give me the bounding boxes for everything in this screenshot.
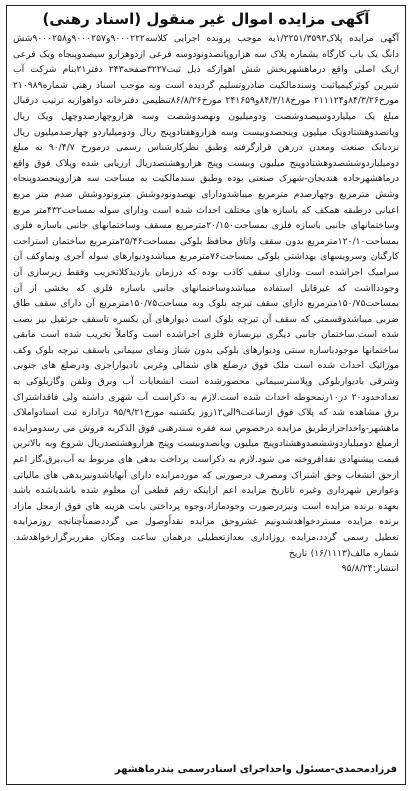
notice-signature: فرزادمحمدی-مسئول واحداجرای اسنادرسمی بندرماهشهر bbox=[114, 764, 397, 775]
notice-title: آگهی مزایده اموال غیر منقول (اسناد رهنی) bbox=[42, 10, 370, 28]
auction-notice bbox=[6, 5, 406, 785]
notice-body: آگهی مزایده پلاک۱/۲۲۵۱/۳۵۹۳به موجب پرونده اجرایی کلاسه۹۰۰۰۲۲۲و۹۰۰۰۲۵۷و۹۰۰۰۲۵۸شش دانگ یک باب کارگاه بشماره پلاک سه هزاروپانصدونودوسه فرعی ازدوهزارو سیصدوپنجاه ویک فرعی ازیک اصلی واقع درماهشهربخش شش اهوازکه ذیل ثبت۳۲۲۷صفحه۲۴۳ دفتر۲۱بنام شرکت آب شیرین کوثرکیمیاثبت وسندمالکیت صادروتسلیم گردیده است وبه موجب اسناد رهنی شماره۲۱۰۹۸۹ مورخ۸۴/۳/۲۶و۲۱۱۱۲۴ مورخ۸۴/۳/۱۸و۲۴۱۶۵۹ مورخ۸۶/۸/۲۶تنظیمی دفترخانه دواهوازبه ترتیب درقبال مبلغ یک میلیاردوسیصدوشصت ودومیلیون ونهصدوشصت وسه هزاروچهارصدوچهل ویک ریال وپانصدوهشتادویک میلیون وپنجصدوبیست وسه هزاروهفتادوپنج ریال ودومیلیاردو چهارصدمیلیون ریال نزدبانک صنعت ومعدن دررهن قرارگرفته وطبق نظرکارشناس رسمی درمورخ ۹۰/۴/۷ به مبلغ دومیلیاردوششصدوهشتادوپنج میلیون وبیست وپنج هزاروهشتصدریال ارزیابی شده وپلاک فوق واقع درماهشهرجاده هندیجان-شهرک صنعتی بوده وطبق سندمالکیت به مساحت سه هزاروپنجصدوپنجاه وشش مترمربع وچهارصدم مترمربع میباشدودارای نهصدونودوشش مترونودوشش صدم متر مربع اعیانی درطبقه همکف که باسازه های مختلف احداث شده است ودارای سوله بمساحت۴۳۲متر مربع وساختمانهای جانبی باسازه فلزی بمساحت۲۰/۱۵۰مترمربع مسقف وساختمانهای جانبی باسازه فلزی بمساحت۱۲۰/۱۰مترمربع بدون سقف واتاق محافظ بلوکی بمساحت۲۵/۴۶مترمربع ساختمان استراحت کارگنان وسرویسهای بهداشتی بلوکی بمساحت۷۶مترمربع میباشدودیوارهای سوله آجری ونماوکف آن سرامیک اجراشده است ودارای سقف کاذب بوده که درزمان بازدیدکلاتخریب وفقط زیرسازی آن وجوددااشت که غیرقابل استفاده میباشدوساختمانهای جانبی باسازه فلزی که بخشی از آن بمساحت۱۵۰/۷۵مترمربع دارای سقف تیرچه بلوک وبه مساحت۱۵۰/۷۵مترمربع آن دارای سقف طاق ضربی میباشدوقسمتی که سقف آن تیرچه بلوک است دیوارهای آن یکسره تاسقف جرثقیل نیز نصب شده است.ساختمان جانبی دیگری نیزبسازه فلزی اجراشده است وکاملاً تخریب شده است مابقی ساختمانها موجودباسازه سنتی ودیوارهای بلوکی بدون شناژ ونمای سیمانی باسقف تیرچه بلوک وکف موزائیک احداث شده است ملک فوق درضلع های شمالی وغربی بادیواراجری ودرضلع های جنوبی وشرقی بادیواربلوکی وپلاسترسیمانی محصورشده است انشعابات آب وبرق وتلفن وگازبلوکی به تعدادحدود۲۰ در۱۰رنمحوطه احداث شده است.لازم به ذکراست آب شهری داشته ولی فاقداشتراک برق مشاهده شد که پلاک فوق ازساعت۹الی۱۲روز یکشنبه مورخ۹۵/۹/۲۱ دراداره ثبت اسنادواملاک ماهشهر-واحداجرازطریق مزایده درخصوص سه فقره سندرهنی فوق الذکربه فروش می رسدومزایده ازمبلغ دومیلیاردوششصدوهشتادوپنج میلیون وپانصدوبیست وپنج هزاروهشتصدریال شروع وبه بالاترین قیمت پیشنهادی نقدافروخته می شود.لازم به ذکراست پرداخت بدهی های مربوط به آب،برق،گاز اعم ازحق انشعاب وحق اشتراک ومصرف درصورتی که موردمزایده دارای آنهاباشدونیزبدهی های مالیاتی وعوارض شهرداری وغیره تاتاریخ مزایده اعم ازاینکه رقم قطعی آن معلوم شده باشدیاشده باشد بعهده برنده مزایده است ونیزدرصورت وجودمازاد،وجوه پرداختی بابت هزینه های فوق ازمحل مازاد برنده مزایده مستردخواهدشدونیم عشروحق مزایده نقداًوصول می گرددضمناًچنانچه روزمزایده تعطیل رسمی گردد،مزایده روزاداری بعدازتعطیلی درهمان ساعت ومکان مقرربرگزارخواهدشد. شماره مالف(۱۶/۱۱۱۳) تاریخ bbox=[13, 33, 400, 559]
publication-date: انتشار:۹۵/۸/۲۴ bbox=[341, 563, 399, 575]
